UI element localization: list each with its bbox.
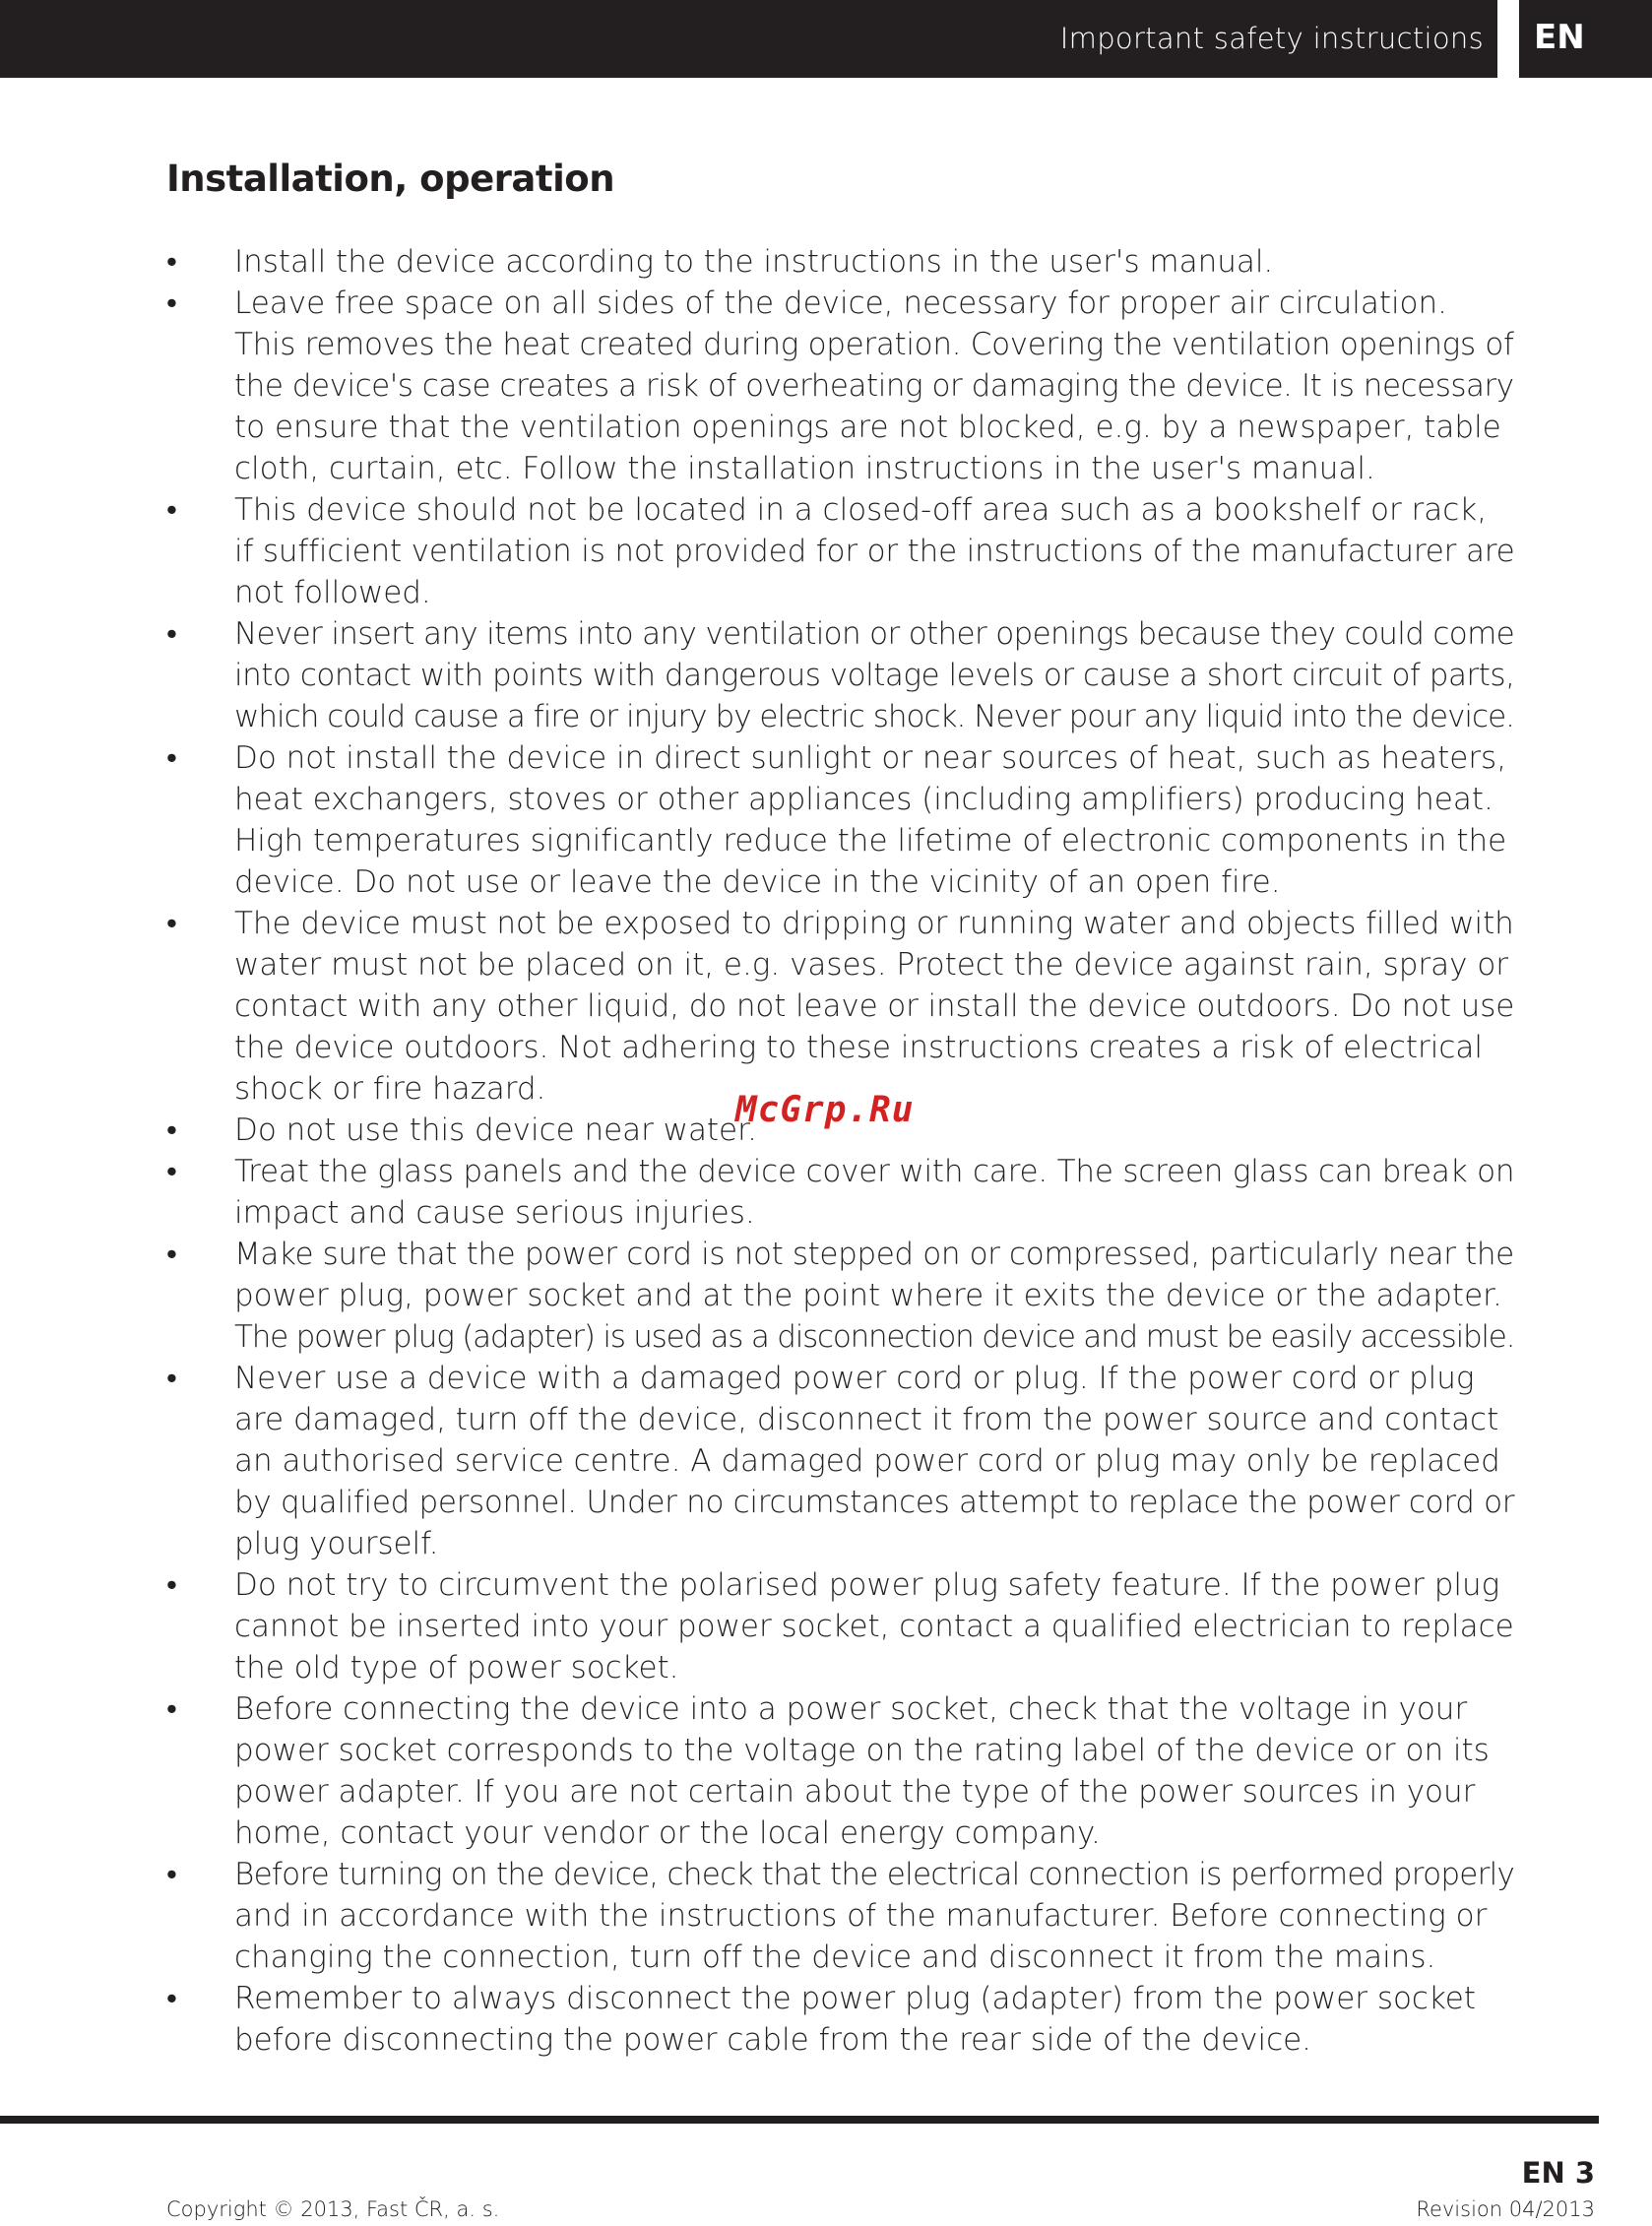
bullet-marker: •	[166, 1237, 177, 1272]
bullet-marker: •	[166, 616, 177, 652]
list-item-line: home, contact your vendor or the local energy company.	[234, 1815, 1101, 1851]
list-item-line: Never use a device with a damaged power cord or plug. If the power cord or plug	[234, 1361, 1475, 1396]
list-item-line: plug yourself.	[234, 1526, 439, 1561]
bullet-marker: •	[166, 1113, 177, 1148]
list-item-line: cloth, curtain, etc. Follow the installation instructions in the user's manual.	[234, 451, 1375, 486]
list-item-line: by qualified personnel. Under no circumstances attempt to replace the power cord or	[234, 1485, 1515, 1520]
list-item-line: water must not be placed on it, e.g. vases. Protect the device against rain, spray or	[234, 947, 1509, 983]
list-item-line: an authorised service centre. A damaged power cord or plug may only be replaced	[234, 1443, 1500, 1479]
list-item-line: Do not install the device in direct sunlight or near sources of heat, such as heaters,	[234, 740, 1507, 776]
list-item-line: Before turning on the device, check that the electrical connection is performed properly	[234, 1857, 1515, 1892]
language-label: EN	[1534, 18, 1585, 57]
list-item-line: Never insert any items into any ventilation or other openings because they could come	[234, 616, 1515, 652]
list-item	[166, 489, 1515, 613]
list-item-line: changing the connection, turn off the device and disconnect it from the mains.	[234, 1940, 1436, 1975]
revision: Revision 04/2013	[1416, 2197, 1595, 2221]
bullet-marker: •	[166, 740, 177, 776]
list-item-line: impact and cause serious injuries.	[234, 1195, 755, 1231]
list-item-line: power plug, power socket and at the point where it exits the device or the adapter.	[234, 1278, 1502, 1313]
bullet-marker: •	[166, 1981, 177, 2016]
list-item-line: heat exchangers, stoves or other appliances (including amplifiers) producing heat.	[234, 782, 1493, 817]
list-item	[166, 737, 1515, 903]
list-item	[166, 1688, 1515, 1854]
list-item-line: High temperatures significantly reduce the lifetime of electronic components in the	[234, 823, 1507, 859]
copyright: Copyright © 2013, Fast ČR, a. s.	[166, 2197, 500, 2221]
header-title: Important safety instructions	[1059, 22, 1484, 55]
bullet-marker: •	[166, 1361, 177, 1396]
list-item-line: Treat the glass panels and the device cover with care. The screen glass can break on	[234, 1154, 1515, 1189]
list-item	[166, 1151, 1515, 1234]
list-item-line: This removes the heat created during operation. Covering the ventilation openings of	[234, 327, 1514, 362]
list-item-line: and in accordance with the instructions of the manufacturer. Before connecting or	[234, 1898, 1488, 1934]
bullet-marker: •	[166, 1567, 177, 1603]
list-item	[166, 613, 1515, 737]
safety-instructions-list	[166, 241, 1515, 2061]
list-item-line: cannot be inserted into your power socket, contact a qualified electrician to replace	[234, 1609, 1514, 1644]
section-heading: Installation, operation	[166, 158, 615, 200]
list-item-line: power adapter. If you are not certain about the type of the power sources in your	[234, 1774, 1476, 1810]
watermark: McGrp.Ru	[735, 1090, 915, 1130]
list-item-line: The device must not be exposed to dripping or running water and objects filled with	[234, 906, 1514, 941]
list-item	[166, 1564, 1515, 1688]
list-item-line: before disconnecting the power cable from the rear side of the device.	[234, 2022, 1311, 2058]
list-item	[166, 1978, 1515, 2061]
list-item	[166, 1234, 1515, 1358]
page-number: EN 3	[1521, 2156, 1595, 2190]
list-item-line: device. Do not use or leave the device in the vicinity of an open fire.	[234, 864, 1281, 900]
list-item-line: which could cause a fire or injury by electric shock. Never pour any liquid into the device.	[234, 699, 1515, 734]
list-item-line: the old type of power socket.	[234, 1650, 679, 1685]
list-item-line: to ensure that the ventilation openings are not blocked, e.g. by a newspaper, table	[234, 410, 1501, 445]
list-item-line: Leave free space on all sides of the device, necessary for proper air circulation.	[234, 286, 1447, 321]
bullet-marker: •	[166, 286, 177, 321]
list-item-line: Do not use this device near water.	[234, 1113, 757, 1148]
list-item-line: are damaged, turn off the device, disconnect it from the power source and contact	[234, 1402, 1499, 1437]
list-item	[166, 903, 1515, 1110]
bullet-marker: •	[166, 492, 177, 528]
list-item-line: into contact with points with dangerous voltage levels or cause a short circuit of parts,	[234, 658, 1515, 693]
list-item-line: if sufficient ventilation is not provided for or the instructions of the manufacturer are	[234, 534, 1515, 569]
list-item-line: Make sure that the power cord is not stepped on or compressed, particularly near the	[234, 1237, 1514, 1272]
list-item-line: Install the device according to the instructions in the user's manual.	[234, 244, 1274, 280]
list-item-line: contact with any other liquid, do not leave or install the device outdoors. Do not use	[234, 988, 1515, 1024]
bullet-marker: •	[166, 1691, 177, 1727]
list-item-line: not followed.	[234, 575, 431, 610]
list-item	[166, 1358, 1515, 1564]
list-item	[166, 241, 1515, 283]
list-item-line: the device's case creates a risk of overheating or damaging the device. It is necessary	[234, 368, 1514, 404]
bullet-marker: •	[166, 1154, 177, 1189]
list-item-line: power socket corresponds to the voltage on the rating label of the device or on its	[234, 1733, 1490, 1768]
footer-rule	[0, 2116, 1599, 2124]
list-item-line: the device outdoors. Not adhering to these instructions creates a risk of electrical	[234, 1030, 1483, 1065]
list-item-line: This device should not be located in a closed-off area such as a bookshelf or rack,	[234, 492, 1488, 528]
list-item-line: shock or fire hazard.	[234, 1071, 546, 1107]
list-item-line: Remember to always disconnect the power plug (adapter) from the power socket	[234, 1981, 1476, 2016]
bullet-marker: •	[166, 906, 177, 941]
list-item-line: Do not try to circumvent the polarised power plug safety feature. If the power plug	[234, 1567, 1500, 1603]
list-item	[166, 1854, 1515, 1978]
list-item-line: Before connecting the device into a power socket, check that the voltage in your	[234, 1691, 1468, 1727]
bullet-marker: •	[166, 244, 177, 280]
list-item-line: The power plug (adapter) is used as a disconnection device and must be easily accessible.	[234, 1319, 1515, 1355]
header-bar	[0, 0, 1497, 78]
bullet-marker: •	[166, 1857, 177, 1892]
list-item	[166, 283, 1515, 489]
